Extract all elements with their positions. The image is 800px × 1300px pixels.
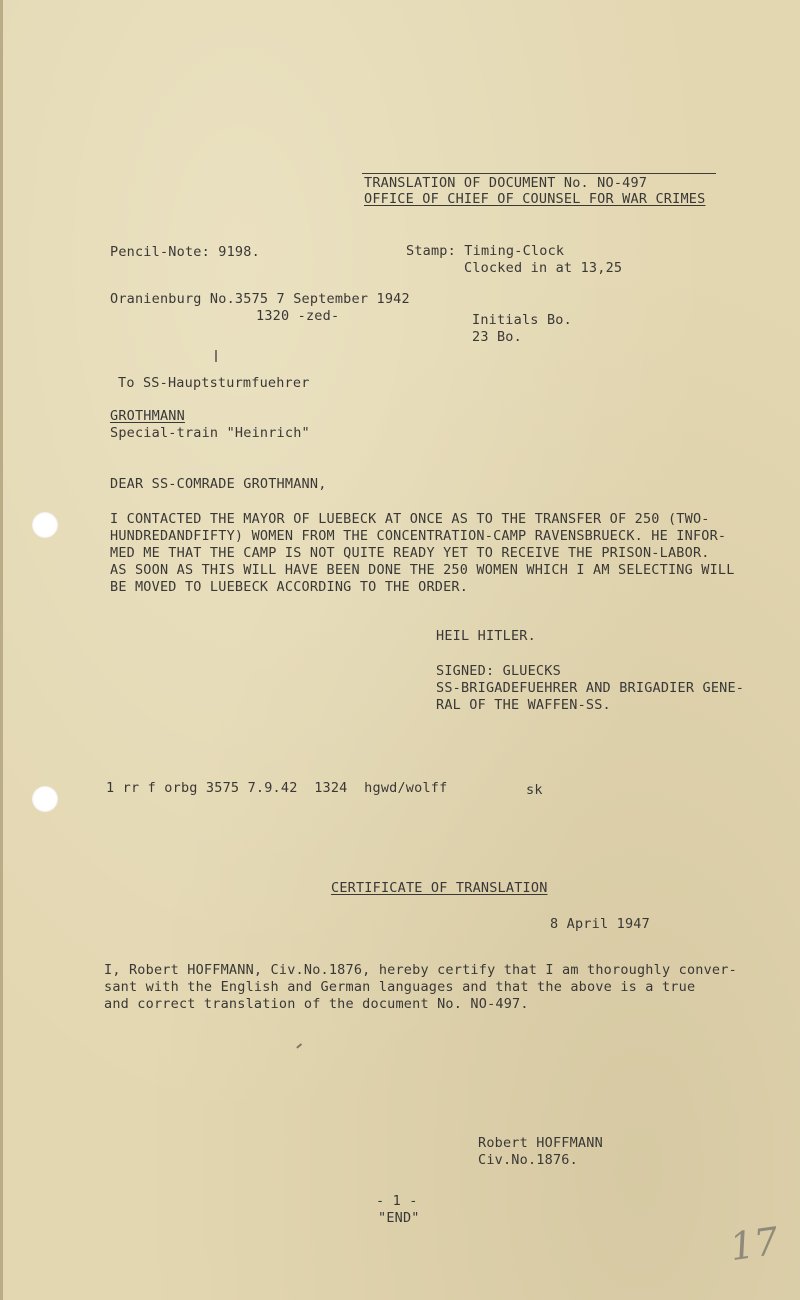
stray-mark (296, 1043, 302, 1048)
letter-body-line: I CONTACTED THE MAYOR OF LUEBECK AT ONCE AS TO THE TRANSFER OF 250 (TWO- (110, 511, 710, 527)
certificate-title: CERTIFICATE OF TRANSLATION (331, 880, 548, 896)
page-number: - 1 - (376, 1193, 418, 1209)
punch-hole-top (32, 512, 58, 538)
initials-line-2: 23 Bo. (472, 329, 522, 345)
signed-line-1: SIGNED: GLUECKS (436, 663, 561, 679)
stray-mark (215, 350, 217, 362)
letter-body-line: BE MOVED TO LUEBECK ACCORDING TO THE ORDER. (110, 579, 469, 595)
certificate-date: 8 April 1947 (550, 916, 650, 932)
signed-line-2: SS-BRIGADEFUEHRER AND BRIGADIER GENE- (436, 680, 745, 696)
pencil-page-number: 17 (727, 1218, 782, 1270)
recipient-name: GROTHMANN (110, 408, 185, 424)
page-edge (0, 0, 3, 1300)
letter-body-line: HUNDREDANDFIFTY) WOMEN FROM THE CONCENTRATION-CAMP RAVENSBRUECK. HE INFOR- (110, 528, 727, 544)
stamp-line-1: Stamp: Timing-Clock (406, 243, 565, 259)
recipient-line-3: Special-train "Heinrich" (110, 425, 310, 441)
certificate-body-line: and correct translation of the document No. NO-497. (104, 996, 529, 1012)
origin-line-1: Oranienburg No.3575 7 September 1942 (110, 291, 410, 307)
letter-body-line: MED ME THAT THE CAMP IS NOT QUITE READY YET TO RECEIVE THE PRISON-LABOR. (110, 545, 710, 561)
signed-line-3: RAL OF THE WAFFEN-SS. (436, 697, 611, 713)
end-marker: "END" (378, 1210, 420, 1226)
routing-suffix: sk (526, 782, 543, 798)
letter-body-line: AS SOON AS THIS WILL HAVE BEEN DONE THE 250 WOMEN WHICH I AM SELECTING WILL (110, 562, 735, 578)
origin-line-2: 1320 -zed- (256, 308, 340, 324)
certificate-body-line: I, Robert HOFFMANN, Civ.No.1876, hereby certify that I am thoroughly conver- (104, 962, 737, 978)
translator-name: Robert HOFFMANN (478, 1135, 603, 1151)
pencil-note: Pencil-Note: 9198. (110, 244, 260, 260)
initials-line-1: Initials Bo. (472, 312, 572, 328)
certificate-body-line: sant with the English and German languages and that the above is a true (104, 979, 696, 995)
translator-civ-number: Civ.No.1876. (478, 1152, 578, 1168)
header-title: TRANSLATION OF DOCUMENT No. NO-497 (364, 175, 648, 191)
punch-hole-bottom (32, 786, 58, 812)
routing-line: 1 rr f orbg 3575 7.9.42 1324 hgwd/wolff (106, 780, 448, 796)
recipient-line-1: To SS-Hauptsturmfuehrer (118, 375, 310, 391)
header-office: OFFICE OF CHIEF OF COUNSEL FOR WAR CRIMES (364, 191, 706, 207)
closing: HEIL HITLER. (436, 628, 536, 644)
salutation: DEAR SS-COMRADE GROTHMANN, (110, 476, 327, 492)
stamp-line-2: Clocked in at 13,25 (464, 260, 623, 276)
